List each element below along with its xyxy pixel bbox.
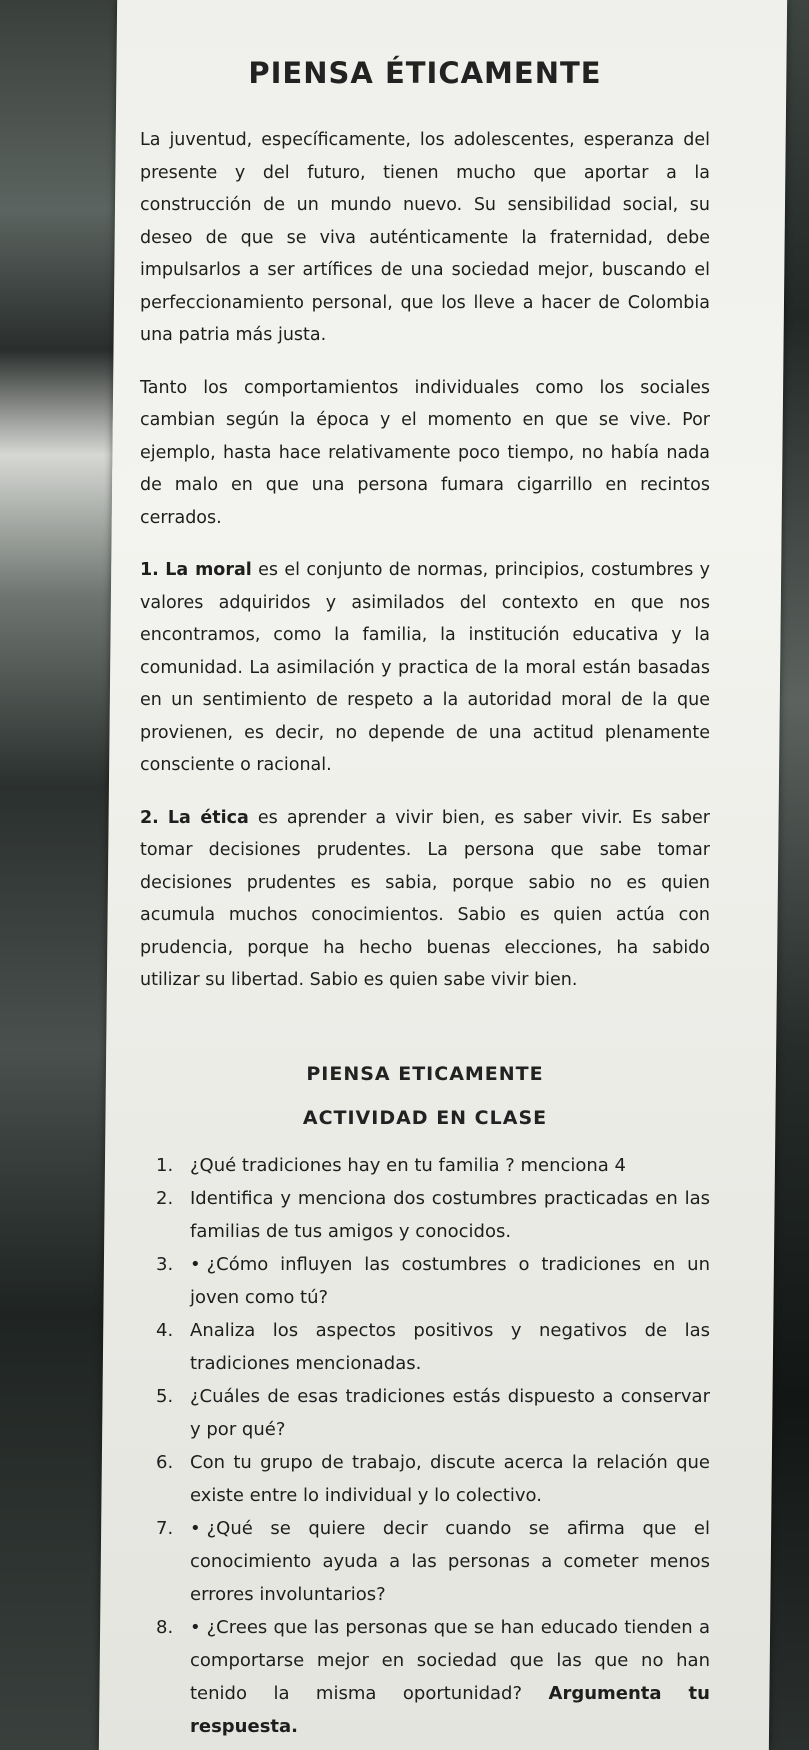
activity-item (140, 1446, 710, 1512)
definition-moral (140, 554, 710, 782)
activity-number: 1. (156, 1154, 174, 1176)
activity-text: Identifica y menciona dos costumbres practicadas en las familias de tus amigos y conocidos. (190, 1187, 710, 1242)
activity-number: 4. (156, 1319, 174, 1341)
definition-term: ética (200, 807, 249, 828)
activity-title: ACTIVIDAD EN CLASE (302, 1106, 548, 1129)
activity-item (140, 1512, 710, 1611)
activity-text: ¿Crees que las personas que se han educado tienden a comportarse mejor en sociedad que las que no han tenido la misma oportunidad? (190, 1616, 710, 1704)
definition-prefix: La (165, 560, 196, 580)
activity-list (140, 1149, 710, 1743)
activity-number: 6. (156, 1451, 174, 1473)
definition-prefix: La (167, 807, 201, 828)
activity-text: ¿Qué tradiciones hay en tu familia ? menciona 4 (190, 1154, 627, 1176)
intro-paragraph-2: Tanto los comportamientos individuales como los sociales cambian según la época y el momento en que se vive. Por ejemplo, hasta hace relativamente poco tiempo, no había nada de malo en que una persona fumara cigarrillo en recintos cerrados. (140, 377, 710, 528)
bullet-icon: • (190, 1517, 201, 1539)
definition-term: moral (195, 560, 252, 580)
activity-item (140, 1149, 710, 1182)
intro-paragraph-1: La juventud, específicamente, los adolescentes, esperanza del presente y del futuro, tienen mucho que aportar a la construcción de un mundo nuevo. Su sensibilidad social, su deseo de que se viva auténticamente la fraternidad, debe impulsarlos a ser artífices de una sociedad mejor, buscando el perfeccionamiento personal, que los lleve a hacer de Colombia una patria más justa. (140, 130, 710, 345)
activity-item (140, 1380, 710, 1446)
activity-text: Con tu grupo de trabajo, discute acerca la relación que existe entre lo individual y lo colectivo. (190, 1451, 710, 1506)
activity-number: 7. (156, 1517, 174, 1539)
activity-closing-text: Argumenta tu respuesta. (190, 1682, 710, 1737)
activity-number: 8. (156, 1616, 174, 1638)
activity-number: 5. (156, 1385, 174, 1407)
bullet-icon: • (190, 1616, 201, 1638)
definition-number: 1. (140, 560, 159, 580)
activity-item (140, 1182, 710, 1248)
document-content (140, 50, 710, 1743)
document-title: PIENSA ÉTICAMENTE (248, 56, 602, 90)
activity-number: 2. (156, 1187, 174, 1209)
activity-text: ¿Cómo influyen las costumbres o tradiciones en un joven como tú? (190, 1253, 710, 1308)
activity-text: ¿Cuáles de esas tradiciones estás dispuesto a conservar y por qué? (190, 1385, 710, 1440)
activity-number: 3. (156, 1253, 174, 1275)
definition-number: 2. (140, 807, 159, 828)
activity-item (140, 1314, 710, 1380)
bullet-icon: • (190, 1253, 201, 1275)
activity-text: Analiza los aspectos positivos y negativos de las tradiciones mencionadas. (190, 1319, 710, 1374)
definition-text: es aprender a vivir bien, es saber vivir. Es saber tomar decisiones prudentes. La persona que sabe tomar decisiones prudentes es sabia, porque sabio no es quien acumula muchos conocimientos. Sabio es quien actúa con prudencia, porque ha hecho buenas elecciones, ha sabido utilizar su libertad. Sabio es quien sabe vivir bien. (140, 807, 710, 990)
activity-text: ¿Qué se quiere decir cuando se afirma que el conocimiento ayuda a las personas a cometer menos errores involuntarios? (190, 1517, 710, 1605)
activity-item (140, 1248, 710, 1314)
activity-item (140, 1611, 710, 1743)
definition-text: es el conjunto de normas, principios, costumbres y valores adquiridos y asimilados del contexto en que nos encontramos, como la familia, la institución educativa y la comunidad. La asimilación y practica de la moral están basadas en un sentimiento de respeto a la autoridad moral de la que provienen, es decir, no depende de una actitud plenamente consciente o racional. (140, 560, 710, 775)
section-subtitle: PIENSA ETICAMENTE (306, 1062, 544, 1085)
definition-etica (140, 802, 710, 997)
